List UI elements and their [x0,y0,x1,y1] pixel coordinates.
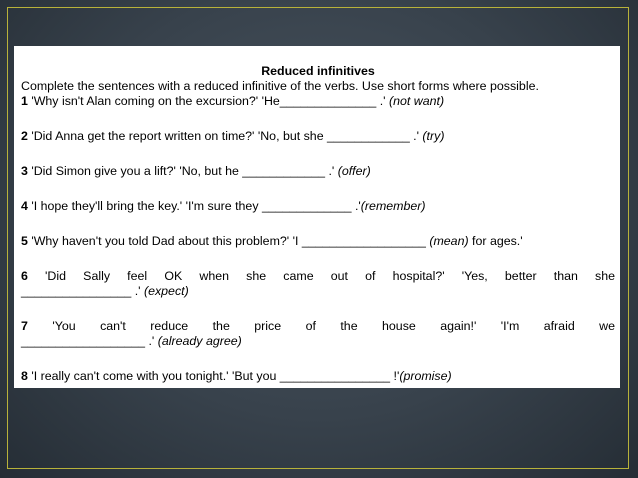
exercise-item-7 [21,319,615,349]
item-number: 8 [21,369,28,383]
item-number: 3 [21,164,28,178]
item-number: 1 [21,94,28,108]
item-hint: (remember) [360,199,426,213]
item-number: 4 [21,199,28,213]
item-hint: (expect) [140,284,189,298]
item-hint: (promise) [399,369,452,383]
item-text-line2: __________________ .' [21,334,155,348]
exercise-item-5 [21,234,615,249]
item-number: 6 [21,269,28,283]
exercise-instructions: Complete the sentences with a reduced infinitive of the verbs. Use short forms where possible. [21,79,539,93]
exercise-title: Reduced infinitives [261,64,375,78]
item-tail: for ages.' [468,234,523,248]
item-hint: (already agree) [154,334,242,348]
item-text: 'Why haven't you told Dad about this problem?' 'I __________________ [27,234,430,248]
item-number: 5 [21,234,28,248]
item-text: 'I really can't come with you tonight.' 'But you ________________ !' [27,369,400,383]
item-text-line2: ________________ .' [21,284,141,298]
exercise-item-1 [21,94,615,109]
exercise-sheet [14,46,620,388]
item-text: 'I hope they'll bring the key.' 'I'm sure they _____________ .' [27,199,361,213]
exercise-item-8 [21,369,615,384]
item-number: 2 [21,129,28,143]
item-hint: (try) [418,129,445,143]
exercise-item-2 [21,129,615,144]
item-text: 'Did Anna get the report written on time?' 'No, but she ____________ .' [27,129,419,143]
exercise-item-4 [21,199,615,214]
item-hint: (offer) [334,164,371,178]
exercise-item-6 [21,269,615,299]
item-text-line1: 'You can't reduce the price of the house again!' 'I'm afraid we [27,319,615,333]
item-text: 'Did Simon give you a lift?' 'No, but he ____________ .' [27,164,335,178]
item-hint: (not want) [385,94,445,108]
item-hint: (mean) [429,234,469,248]
item-text: 'Why isn't Alan coming on the excursion?' 'He______________ .' [27,94,386,108]
item-text-line1: 'Did Sally feel OK when she came out of hospital?' 'Yes, better than she [27,269,615,283]
exercise-item-3 [21,164,615,179]
item-number: 7 [21,319,28,333]
